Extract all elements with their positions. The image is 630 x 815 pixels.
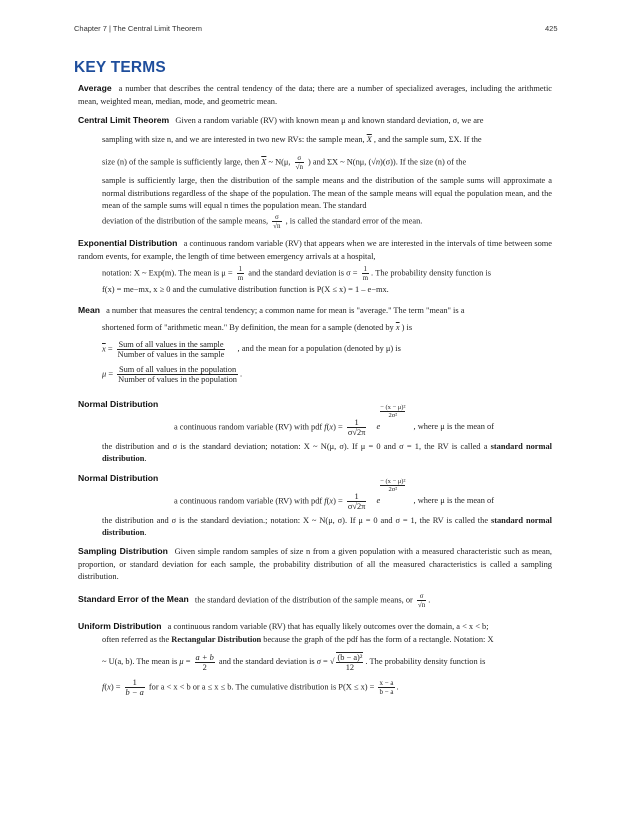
term-normal-distribution-1: Normal Distribution a continuous random variable (RV) with pdf f(x) = $\frac{1}{\sigma√2\pi}$ e $\frac{\text{− (x − μ)²}}{\text{2σ²}}$ , where μ is the mean of the distribution and σ is the standard deviation; notation: X ~ N(μ, σ). If μ = 0 and σ = 1, the RV is called a standard normal distribution. — [78, 399, 552, 463]
exp-mean-line: notation: X ~ Exp(m). The mean is μ = $\frac{1}{m}$ and the standard deviation is σ = $\frac{1}{m}$ . The probability density function is — [102, 265, 492, 282]
exp-pdf-line: f(x) = me−mx, x ≥ 0 and the cumulative distribution function is P(X ≤ x) = 1 – e−mx. — [102, 285, 389, 294]
term-definition: a number that describes the central tendency of the data; there are a number of specialized averages, including the arithmetic mean, weighted mean, median, mode, and geometric mean. — [78, 84, 552, 106]
normal-pdf-line: a continuous random variable (RV) with pdf f(x) = $\frac{1}{\sigma√2\pi}$ e $\frac{\text{− (x − μ)²}}{\text{2σ²}}$ , where μ is the mean of — [174, 477, 495, 511]
term-label: Standard Error of the Mean — [78, 594, 189, 605]
term-label: Average — [78, 83, 112, 93]
term-label: Uniform Distribution — [78, 621, 162, 631]
sigma-over-root-n: $\frac{\sigma}{√n}$ — [295, 154, 303, 171]
term-definition: the standard deviation of the distribution of the sample means, or — [194, 595, 413, 605]
term-definition-line: Given a random variable (RV) with known mean μ and known standard deviation, σ, we are — [175, 116, 484, 125]
clt-last-line: deviation of the distribution of the sample means, $\frac{\sigma}{√n}$ , is called the standard error of the mean. — [102, 212, 423, 230]
uniform-mean-sd-line: ~ U(a, b). The mean is μ = $\frac{a + b}{2}$ and the standard deviation is σ = √ $\frac{\text{(b − a)²}}{12}$ . The probability density function is — [102, 652, 486, 672]
uniform-pdf-line: f(x) = $\frac{1}{b - a}$ for a < x < b or a ≤ x ≤ b. The cumulative distribution is P(X ≤ x) = $\frac{x - a}{b - a}$ . — [102, 678, 399, 697]
x-bar-symbol: $\overline{X}$ — [366, 134, 372, 144]
term-normal-distribution-2: Normal Distribution a continuous random variable (RV) with pdf f(x) = $\frac{1}{\sigma√2\pi}$ e $\frac{\text{− (x − μ)²}}{\text{2σ²}}$ , where μ is the mean of the distribution and σ is the standard deviation.; notation: X ~ N(μ, σ). If μ = 0 and σ = 1, the RV is called the standard normal distribution. — [78, 473, 552, 537]
clt-paragraph: sample is sufficiently large, then the distribution of the sample means and the distribution of the sample sums will approximate a normal distributions regardless of the shape of the population. The mean of the sample means will equal the population mean, and the mean of the sample sums will equal n times the population mean. The standard — [102, 176, 552, 210]
sample-mean-formula: $\overline{x}$ = $\frac{\text{Sum of all values in the sample}}{\text{Number of values in the sample}}$ , and the mean for a population (denoted by μ) is — [102, 340, 401, 359]
term-label: Central Limit Theorem — [78, 115, 170, 125]
term-definition: a continuous random variable (RV) that appears when we are interested in the intervals of time between some random events, for example, the length of time between emergency arrivals at a hospital, — [78, 239, 552, 261]
normal-pdf-line: a continuous random variable (RV) with pdf f(x) = $\frac{1}{\sigma√2\pi}$ e $\frac{\text{− (x − μ)²}}{\text{2σ²}}$ , where μ is the mean of — [174, 403, 495, 437]
term-exponential-distribution — [78, 237, 552, 297]
term-definition: Given simple random samples of size n from a given population with a measured characteristic such as mean, proportion, or standard deviation for each sample, the probability distribution of all the measured characteristics is called a sampling distribution. — [78, 547, 553, 581]
clt-line-2: sampling with size n, and we are interested in two new RVs: the sample mean, $\overline{X}$ , and the sample sum, ΣX. If the — [102, 134, 482, 144]
term-central-limit-theorem — [78, 114, 552, 230]
clt-line-3: size (n) of the sample is sufficiently large, then $\overline{X}$ ~ N(μ, $\frac{\sigma}{√n}$ ) and ΣX ~ N(nμ, (√n)(σ)). If the size (n) of the — [102, 154, 467, 171]
term-mean: Mean a number that measures the central tendency; a common name for mean is "average." The term "mean" is a shortened form of "arithmetic mean." By definition, the mean for a sample (denoted by $\overline{x}$ ) is $\overline{x}$ = $\frac{\text{Sum of all values in the sample}}{\text{Number of values in the sample}}$ , and the mean for a population (denoted by μ) is μ = $\frac{\text{Sum of all values in the population}}{\text{Number of values in the population}}$ . — [78, 304, 552, 384]
term-label: Sampling Distribution — [78, 546, 168, 556]
term-standard-error-of-the-mean: Standard Error of the Mean the standard deviation of the distribution of the sample means, or $\frac{\sigma}{√n}$ . — [78, 592, 431, 609]
running-header-chapter: Chapter 7 | The Central Limit Theorem — [74, 24, 202, 33]
term-label: Normal Distribution — [78, 473, 159, 483]
term-label: Mean — [78, 305, 100, 315]
term-uniform-distribution: Uniform Distribution a continuous random variable (RV) that has equally likely outcomes over the domain, a < x < b; often referred as the Rectangular Distribution because the graph of the pdf has the form of a rectangle. Notation: X ~ U(a, b). The mean is μ = $\frac{a + b}{2}$ and the standard deviation is σ = √ $\frac{\text{(b − a)²}}{12}$ . The probability density function is f(x) = $\frac{1}{b - a}$ for a < x < b or a ≤ x ≤ b. The cumulative distribution is P(X ≤ x) = $\frac{x - a}{b - a}$ . — [78, 620, 552, 697]
term-label: Exponential Distribution — [78, 238, 178, 248]
population-mean-formula: μ = $\frac{\text{Sum of all values in the population}}{\text{Number of values in the population}}$ . — [102, 365, 243, 384]
section-title: KEY TERMS — [74, 59, 166, 76]
page-number: 425 — [545, 24, 558, 33]
term-definition: a continuous random variable (RV) that has equally likely outcomes over the domain, a < x < b; — [167, 622, 489, 631]
term-label: Normal Distribution — [78, 399, 159, 409]
term-average — [78, 82, 552, 108]
term-sampling-distribution — [78, 545, 552, 584]
term-definition: a number that measures the central tendency; a common name for mean is "average." The term "mean" is a — [106, 306, 465, 315]
